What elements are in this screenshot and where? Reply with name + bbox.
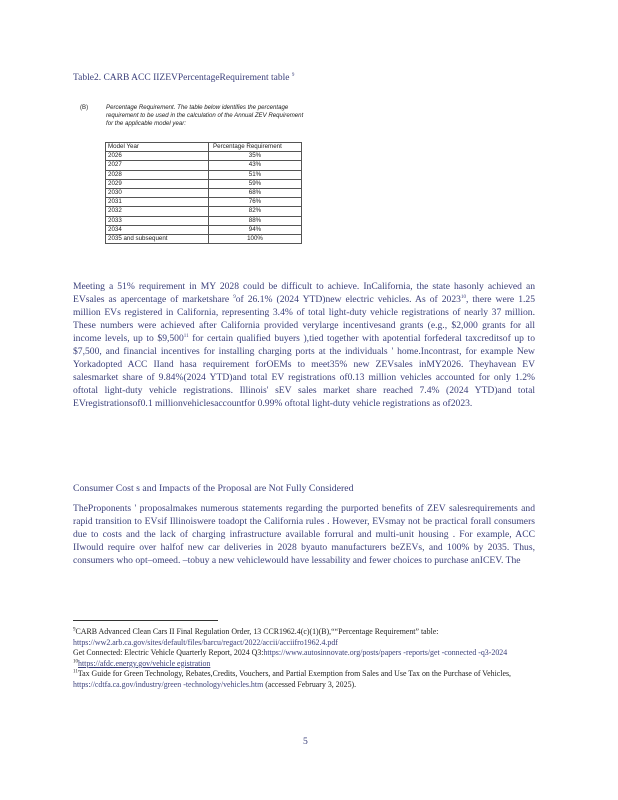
paragraph-ev-market-share [73, 280, 535, 410]
table-row [106, 207, 302, 216]
paragraph-text: , there were 1.25 million EVs registered in California, representing 3.4% of total light-duty vehicle registrations of nearly 37 million. These numbers were achieved after California provided verylarge incentivesand grants (e.g., $2,000 grants for all income levels, up to $9,500 [73, 294, 535, 344]
table-header-row [106, 143, 302, 152]
footnote-number: 11 [73, 669, 78, 675]
table-row [106, 216, 302, 225]
model-year-cell: 2027 [106, 161, 209, 170]
paragraph-consumer-costs: TheProponents ' proposalmakes numerous statements regarding the purported benefits of ZEV salesrequirements and rapid transition to EVsif Illinoiswere toadopt the California rules . However, EVsmay not be practical forall consumers due to costs and the lack of charging infrastructure available forrural and multi-unit housing . For example, ACC IIwould require over halfof new car deliveries in 2028 byauto manufacturers beZEVs, and 100% by 2035. Thus, consumers who opt–omeed. –tobuy a new vehiclewould have lessability and fewer choices to purchase anICEV. The [73, 503, 535, 566]
model-year-cell: 2032 [106, 207, 209, 216]
footnote-link[interactable]: https://afdc.energy.gov/vehicle egistration [78, 658, 211, 668]
footnotes [73, 627, 543, 691]
model-year-cell: 2035 and subsequent [106, 234, 209, 243]
table-row [106, 179, 302, 188]
table-caption-footnote-ref[interactable]: 9 [291, 73, 295, 78]
paragraph-text: Meeting a 51% requirement in MY 2028 could be difficult to achieve. InCalifornia, the state hasonly achieved an EVsales as apercentage of marketshare [73, 281, 535, 305]
table-row [106, 188, 302, 197]
percentage-cell: 82% [209, 207, 302, 216]
header-model-year: Model Year [106, 143, 209, 152]
model-year-cell: 2026 [106, 152, 209, 161]
percentage-cell: 94% [209, 225, 302, 234]
footnote-text: (accessed February 3, 2025). [263, 679, 357, 689]
clause-text: Percentage Requirement. The table below identifies the percentage requirement to be used in the calculation of the Annual ZEV Requirement for the applicable model year: [106, 104, 304, 127]
table-row [106, 170, 302, 179]
footnote-number: 10 [73, 659, 78, 665]
footnote-text: CARB Advanced Clean Cars II Final Regulation Order, 13 CCR1962.4(c)(1)(B),““Percentage Requirement” table: [75, 627, 439, 636]
footnote-number: 9 [73, 627, 76, 633]
table-row [106, 234, 302, 243]
model-year-cell: 2028 [106, 170, 209, 179]
footnote-ref[interactable]: 10 [460, 294, 466, 300]
model-year-cell: 2030 [106, 188, 209, 197]
model-year-cell: 2031 [106, 198, 209, 207]
footnote [73, 627, 543, 648]
footnote-ref[interactable]: 9 [233, 294, 236, 300]
table-row [106, 152, 302, 161]
header-percentage-requirement: Percentage Requirement [209, 143, 302, 152]
footnote [73, 669, 543, 690]
percentage-cell: 59% [209, 179, 302, 188]
model-year-cell: 2034 [106, 225, 209, 234]
percentage-cell: 51% [209, 170, 302, 179]
model-year-cell: 2029 [106, 179, 209, 188]
page-number: 5 [303, 736, 308, 747]
table-row [106, 198, 302, 207]
clause-label: (B) [80, 104, 89, 111]
percentage-cell: 100% [209, 234, 302, 243]
footnote-link[interactable]: https://www.autosinnovate.org/posts/papers -reports/get -connected -q3-2024 [263, 648, 508, 658]
percentage-cell: 43% [209, 161, 302, 170]
paragraph-text: of 26.1% (2024 YTD)new electric vehicles. As of 2023 [235, 294, 461, 305]
table-caption [73, 73, 294, 83]
footnote-divider [73, 620, 218, 621]
table-row [106, 161, 302, 170]
footnote-ref[interactable]: 11 [183, 333, 189, 339]
table-caption-text: Table2. CARB ACC IIZEVPercentageRequirement table [73, 73, 290, 84]
footnote [73, 659, 543, 670]
model-year-cell: 2033 [106, 216, 209, 225]
percentage-cell: 68% [209, 188, 302, 197]
percentage-cell: 35% [209, 152, 302, 161]
table-row [106, 225, 302, 234]
paragraph-text: for certain qualified buyers ),tied together with apotential forfederal taxcreditsof up to $7,500, and financial incentives for installing charging ports at the individuals ' home.Incontrast, for example New Yorkadopted ACC IIand hasa requirement forOEMs to meet35% new ZEVsales inMY2026. Theyhavean EV salesmarket share of 9.84%(2024 YTD)and total EV registrations of0.13 million vehicles accounted for only 1.2% oftotal light-duty vehicle registrations. Illinois' sEV sales market share reached 7.4% (2024 YTD)and total EVregistrationsof0.1 millionvehiclesaccountfor 0.99% oftotal light-duty vehicle registrations as of2023. [73, 333, 535, 409]
footnote-text: Get Connected: Electric Vehicle Quarterly Report, 2024 Q3: [73, 648, 264, 658]
footnote-link[interactable]: https://cdtfa.ca.gov/industry/green -technology/vehicles.htm [73, 679, 264, 689]
section-heading: Consumer Cost s and Impacts of the Proposal are Not Fully Considered [73, 483, 354, 494]
percentage-cell: 76% [209, 198, 302, 207]
percentage-requirement-table [105, 142, 302, 244]
footnote-link[interactable]: https://ww2.arb.ca.gov/sites/default/files/barcu/regact/2022/accii/acciifro1962.4.pdf [73, 637, 338, 647]
percentage-cell: 88% [209, 216, 302, 225]
footnote-text: Tax Guide for Green Technology, Rebates,Credits, Vouchers, and Partial Exemption from Sales and Use Tax on the Purchase of Vehicles, [77, 669, 511, 679]
footnote [73, 648, 543, 659]
